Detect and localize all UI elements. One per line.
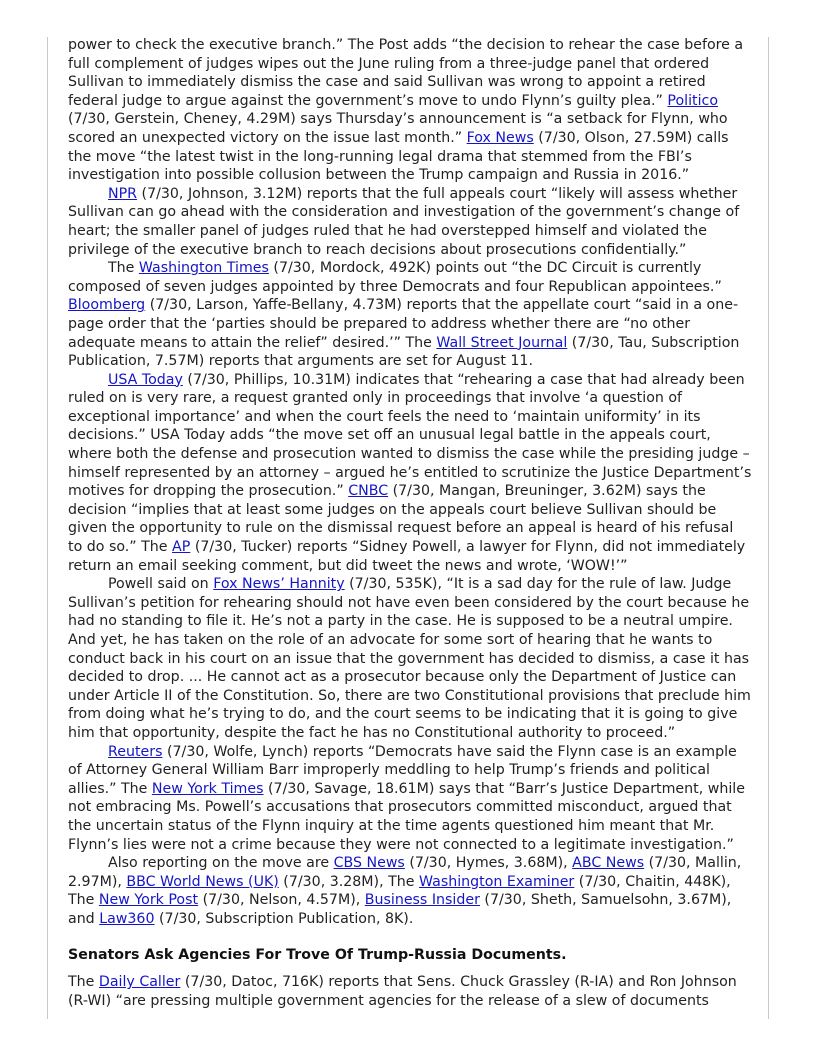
paragraph-text: power to check the executive branch.” The Post adds “the decision to rehear the case before a full complement of judges wipes out the June ruling from a three-judge panel that ordered Sullivan to immediately dismiss the case and said Sullivan was wrong to appoint a retired federal judge to argue against the government’s move to undo Flynn’s guilty plea.” [68,37,744,109]
paragraph-text: (7/30, Larson, Yaffe-Bellany, 4.73M) reports that the appellate court “said in a one-page order that the ‘parties should be prepared to address whether there are “no other adequate means to attain the relief” desired.’” The [68,297,739,351]
paragraph-text: (7/30, Johnson, 3.12M) reports that the full appeals court “likely will assess whether Sullivan can go ahead with the consideration and investigation of the government’s change of heart; the smaller panel of judges ruled that he had overstepped himself and violated the privilege of the executive branch to reach decisions about prosecutions confidentially.” [68,185,740,258]
paragraph-text: (7/30, 535K), “It is a sad day for the rule of law. Judge Sullivan’s petition for rehearing should not have even been considered by the court because he had no standing to file it. He’s not a party in the case. He is supposed to be a neutral umpire. And yet, he has taken on the role of an advocate for some sort of hearing that he wants to conduct back in his court on an issue that the government has decided to dismiss, a case it has decided to drop. ... He cannot act as a prosecutor because only the Department of Justice can under Article II of the Constitution. So, there are two Constitutional provisions that preclude him from doing what he’s trying to do, and the court seems to be indicating that it is going to give him that opportunity, despite the fact he has no Constitutional authority to proceed.” [68,576,751,741]
paragraph-text: (7/30, Sheth, Samuelsohn, 3.67M), and [68,892,732,927]
paragraph-text: (7/30, Tau, Subscription Publication, 7.57M) reports that arguments are set for August 11. [68,334,740,370]
source-link-bbc-world-news-uk[interactable]: BBC World News (UK) [126,873,279,890]
paragraph [68,854,752,928]
source-link-new-york-times[interactable]: New York Times [151,780,264,797]
paragraph-text: (7/30, Mallin, 2.97M), [68,855,742,890]
source-link-usa-today[interactable]: USA Today [108,371,183,388]
paragraph [68,973,752,1010]
source-link-politico[interactable]: Politico [667,92,719,109]
source-link-reuters[interactable]: Reuters [108,743,163,760]
paragraph [68,371,752,576]
source-link-fox-news-hannity[interactable]: Fox News’ Hannity [213,576,345,593]
paragraph [68,575,752,742]
source-link-business-insider[interactable]: Business Insider [364,892,480,909]
paragraph-text: Also reporting on the move are [108,855,334,872]
paragraph-text: The [108,260,139,277]
source-link-ap[interactable]: AP [172,539,191,556]
article-paragraphs [68,36,752,929]
paragraph-text: (7/30, Datoc, 716K) reports that Sens. Chuck Grassley (R-IA) and Ron Johnson (R-WI) “are pressing multiple government agencies for the release of a slew of documents [68,974,737,1009]
source-link-bloomberg[interactable]: Bloomberg [68,297,146,314]
paragraph-text: (7/30, Mordock, 492K) points out “the DC Circuit is currently composed of seven judges appointed by three Democrats and four Republican appointees.” [68,260,722,295]
paragraph-text: (7/30, Tucker) reports “Sidney Powell, a lawyer for Flynn, did not immediately return an email seeking comment, but did tweet the news and wrote, ‘WOW!’” [68,539,746,574]
paragraph-text: Powell said on [108,576,214,593]
paragraph [68,36,752,185]
left-margin-rule [47,37,48,1019]
source-link-fox-news[interactable]: Fox News [466,129,534,146]
paragraph [68,743,752,855]
paragraph [68,185,752,259]
paragraph-text: (7/30, Gerstein, Cheney, 4.29M) says Thursday’s announcement is “a setback for Flynn, who scored an unexpected victory on the issue last month.” [68,111,728,146]
paragraph-text: The [68,974,99,991]
paragraph-text: (7/30, 3.28M), The [278,873,420,890]
paragraph-text: (7/30, Subscription Publication, 8K). [154,910,414,927]
source-link-abc-news[interactable]: ABC News [572,855,645,872]
source-link-npr[interactable]: NPR [108,185,138,202]
paragraph-text: (7/30, Nelson, 4.57M), [198,892,365,909]
paragraph-text: (7/30, Olson, 27.59M) calls the move “the latest twist in the long-running legal drama that stemmed from the FBI’s investigation into possible collusion between the Trump campaign and Russia in 2016.” [68,129,729,184]
source-link-new-york-post[interactable]: New York Post [98,892,199,909]
article-body [68,36,752,1010]
paragraph-text: (7/30, Hymes, 3.68M), [404,855,573,872]
paragraph-text: (7/30, Savage, 18.61M) says that “Barr’s Justice Department, while not embracing Ms. Powell’s accusations that prosecutors committed misconduct, argued that the uncertain status of the Flynn inquiry at the time agents questioned him meant that Mr. Flynn’s lies were not a crime because they were not connected to a legitimate investigation.” [68,780,745,853]
source-link-daily-caller[interactable]: Daily Caller [98,974,181,991]
source-link-cnbc[interactable]: CNBC [348,483,389,500]
source-link-washington-times[interactable]: Washington Times [138,260,269,277]
paragraph-text: (7/30, Mangan, Breuninger, 3.62M) says the decision “implies that at least some judges on the appeals court believe Sullivan should be given the opportunity to rule on the dismissal request before an appeal is heard of his refusal to do so.” The [68,483,734,556]
paragraph-text: (7/30, Phillips, 10.31M) indicates that “rehearing a case that had already been ruled on is very rare, a request granted only in proceedings that involve ‘a question of exceptional importance’ and when the court feels the need to ‘maintain uniformity’ in its decisions.” USA Today adds “the move set off an unusual legal battle in the appeals court, where both the defense and prosecution wanted to dismiss the case while the presiding judge – himself represented by an attorney – argued he’s entitled to scrutinize the Justice Department’s motives for dropping the prosecution.” [68,371,752,500]
section-headline: Senators Ask Agencies For Trove Of Trump-Russia Documents. [68,946,567,963]
paragraph [68,259,752,371]
following-article [68,973,752,1010]
source-link-wall-street-journal[interactable]: Wall Street Journal [436,334,568,351]
source-link-law360[interactable]: Law360 [99,910,155,927]
right-margin-rule [768,37,769,1019]
source-link-cbs-news[interactable]: CBS News [333,855,405,872]
paragraph-text: (7/30, Chaitin, 448K), The [68,873,731,909]
paragraph-text: (7/30, Wolfe, Lynch) reports “Democrats have said the Flynn case is an example of Attorney General William Barr improperly meddling to help Trump’s friends and political allies.” The [68,743,737,797]
source-link-washington-examiner[interactable]: Washington Examiner [419,873,575,890]
